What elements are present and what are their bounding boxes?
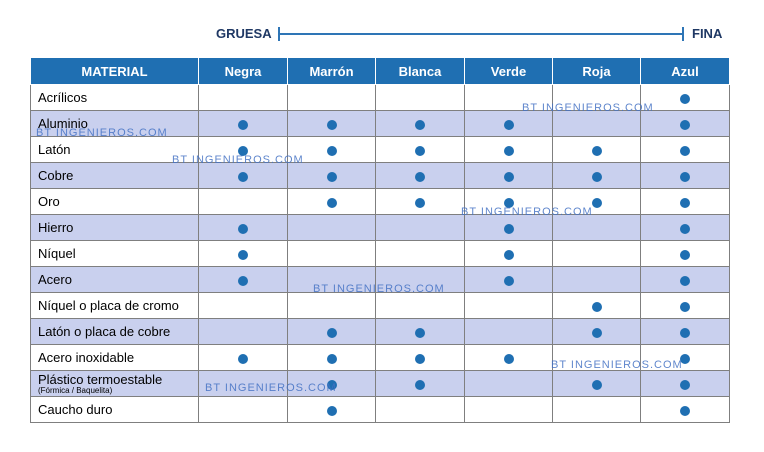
- compatibility-cell: [376, 293, 465, 319]
- compatibility-cell: [641, 215, 730, 241]
- compatible-dot-icon: [238, 250, 248, 260]
- compatibility-cell: [641, 319, 730, 345]
- compatibility-cell: [199, 163, 288, 189]
- material-name: Aluminio: [38, 116, 88, 131]
- watermark: BT INGENIEROS.COM: [461, 206, 593, 218]
- compatibility-cell: [465, 163, 553, 189]
- header-azul: Azul: [641, 58, 730, 85]
- compatibility-cell: [465, 293, 553, 319]
- scale-line: [280, 33, 682, 35]
- compatibility-cell: [641, 241, 730, 267]
- compatible-dot-icon: [680, 302, 690, 312]
- compatibility-cell: [288, 241, 376, 267]
- compatibility-cell: [465, 111, 553, 137]
- compatibility-cell: [376, 241, 465, 267]
- compatibility-cell: [288, 293, 376, 319]
- compatibility-cell: [465, 345, 553, 371]
- compatible-dot-icon: [592, 146, 602, 156]
- compatible-dot-icon: [415, 172, 425, 182]
- material-name: Plástico termoestable: [38, 371, 163, 387]
- material-name: Níquel: [38, 246, 76, 261]
- material-name: Acrílicos: [38, 90, 88, 105]
- compatible-dot-icon: [415, 380, 425, 390]
- compatibility-cell: [288, 397, 376, 423]
- compatible-dot-icon: [504, 172, 514, 182]
- table-row: [31, 215, 730, 241]
- compatibility-cell: [199, 267, 288, 293]
- watermark: BT INGENIEROS.COM: [172, 154, 304, 166]
- compatible-dot-icon: [504, 224, 514, 234]
- compatibility-cell: [553, 215, 641, 241]
- compatible-dot-icon: [680, 146, 690, 156]
- material-name: Cobre: [38, 168, 74, 183]
- compatibility-cell: [641, 189, 730, 215]
- compatible-dot-icon: [592, 172, 602, 182]
- compatibility-cell: [199, 397, 288, 423]
- material-cell: [31, 241, 199, 267]
- compatibility-cell: [641, 371, 730, 397]
- compatibility-cell: [641, 267, 730, 293]
- compatibility-cell: [465, 137, 553, 163]
- compatibility-cell: [376, 189, 465, 215]
- compatible-dot-icon: [238, 224, 248, 234]
- scale-tick-end: [682, 27, 684, 41]
- compatible-dot-icon: [680, 198, 690, 208]
- compatibility-cell: [288, 319, 376, 345]
- compatibility-cell: [288, 85, 376, 111]
- coarseness-scale: [214, 24, 726, 44]
- material-name: Caucho duro: [38, 402, 113, 417]
- header-roja: Roja: [553, 58, 641, 85]
- table-row: [31, 371, 730, 397]
- compatibility-cell: [376, 111, 465, 137]
- compatibility-cell: [553, 293, 641, 319]
- compatible-dot-icon: [504, 276, 514, 286]
- material-cell: [31, 215, 199, 241]
- compatibility-cell: [465, 397, 553, 423]
- compatibility-cell: [641, 85, 730, 111]
- compatible-dot-icon: [504, 120, 514, 130]
- compatibility-cell: [641, 293, 730, 319]
- compatible-dot-icon: [680, 406, 690, 416]
- compatibility-cell: [553, 319, 641, 345]
- header-blanca: Blanca: [376, 58, 465, 85]
- compatibility-cell: [199, 215, 288, 241]
- compatibility-cell: [553, 111, 641, 137]
- compatibility-cell: [641, 397, 730, 423]
- material-cell: [31, 293, 199, 319]
- material-cell: [31, 85, 199, 111]
- material-cell: [31, 371, 199, 397]
- compatibility-cell: [376, 215, 465, 241]
- compatibility-cell: [376, 345, 465, 371]
- header-marron: Marrón: [288, 58, 376, 85]
- material-cell: [31, 267, 199, 293]
- watermark: BT INGENIEROS.COM: [205, 382, 337, 394]
- compatibility-cell: [465, 319, 553, 345]
- watermark: BT INGENIEROS.COM: [551, 359, 683, 371]
- table-row: [31, 189, 730, 215]
- compatibility-cell: [465, 371, 553, 397]
- compatibility-cell: [288, 163, 376, 189]
- coarse-label: GRUESA: [216, 26, 272, 41]
- compatibility-cell: [199, 241, 288, 267]
- compatibility-cell: [376, 371, 465, 397]
- compatibility-cell: [199, 111, 288, 137]
- material-name: Oro: [38, 194, 60, 209]
- material-name: Acero: [38, 272, 72, 287]
- compatibility-cell: [199, 345, 288, 371]
- compatibility-cell: [376, 319, 465, 345]
- material-cell: [31, 189, 199, 215]
- compatible-dot-icon: [504, 146, 514, 156]
- compatible-dot-icon: [238, 354, 248, 364]
- compatibility-cell: [288, 215, 376, 241]
- table-row: [31, 319, 730, 345]
- compatible-dot-icon: [680, 276, 690, 286]
- compatible-dot-icon: [680, 94, 690, 104]
- material-subtitle: (Fórmica / Baquelita): [38, 385, 113, 395]
- table-row: [31, 163, 730, 189]
- header-verde: Verde: [465, 58, 553, 85]
- compatible-dot-icon: [592, 302, 602, 312]
- material-cell: [31, 397, 199, 423]
- compatible-dot-icon: [238, 276, 248, 286]
- watermark: BT INGENIEROS.COM: [313, 283, 445, 295]
- fine-label: FINA: [692, 26, 723, 41]
- compatible-dot-icon: [238, 172, 248, 182]
- compatibility-cell: [199, 189, 288, 215]
- compatibility-cell: [288, 189, 376, 215]
- watermark: BT INGENIEROS.COM: [36, 127, 168, 139]
- header-negra: Negra: [199, 58, 288, 85]
- compatibility-cell: [288, 345, 376, 371]
- compatible-dot-icon: [680, 172, 690, 182]
- compatible-dot-icon: [680, 250, 690, 260]
- compatible-dot-icon: [327, 120, 337, 130]
- compatibility-cell: [376, 397, 465, 423]
- compatible-dot-icon: [415, 146, 425, 156]
- compatible-dot-icon: [327, 328, 337, 338]
- compatibility-cell: [641, 137, 730, 163]
- compatible-dot-icon: [327, 354, 337, 364]
- compatibility-cell: [553, 397, 641, 423]
- compatible-dot-icon: [327, 172, 337, 182]
- compatible-dot-icon: [680, 328, 690, 338]
- compatible-dot-icon: [415, 354, 425, 364]
- watermark: BT INGENIEROS.COM: [522, 102, 654, 114]
- compatible-dot-icon: [592, 380, 602, 390]
- table-header-row: [31, 58, 730, 85]
- compatible-dot-icon: [680, 380, 690, 390]
- header-material: MATERIAL: [31, 58, 199, 85]
- material-cell: [31, 163, 199, 189]
- compatibility-cell: [641, 111, 730, 137]
- material-name: Acero inoxidable: [38, 350, 135, 365]
- compatibility-cell: [199, 85, 288, 111]
- compatible-dot-icon: [592, 198, 602, 208]
- compatibility-cell: [465, 241, 553, 267]
- compatible-dot-icon: [592, 328, 602, 338]
- compatibility-cell: [376, 85, 465, 111]
- compatibility-cell: [199, 319, 288, 345]
- compatible-dot-icon: [504, 250, 514, 260]
- compatible-dot-icon: [680, 224, 690, 234]
- table-row: [31, 397, 730, 423]
- compatible-dot-icon: [327, 406, 337, 416]
- material-name: Níquel o placa de cromo: [38, 298, 179, 313]
- compatibility-cell: [199, 293, 288, 319]
- compatibility-cell: [553, 371, 641, 397]
- compatible-dot-icon: [238, 120, 248, 130]
- compatible-dot-icon: [680, 120, 690, 130]
- compatible-dot-icon: [415, 328, 425, 338]
- compatible-dot-icon: [504, 354, 514, 364]
- material-name: Latón o placa de cobre: [38, 324, 171, 339]
- table-row: [31, 241, 730, 267]
- compatibility-cell: [288, 111, 376, 137]
- material-name: Hierro: [38, 220, 74, 235]
- table-row: [31, 293, 730, 319]
- compatibility-cell: [376, 137, 465, 163]
- material-cell: [31, 345, 199, 371]
- compatibility-cell: [553, 241, 641, 267]
- compatibility-cell: [465, 215, 553, 241]
- compatibility-cell: [553, 267, 641, 293]
- compatible-dot-icon: [415, 120, 425, 130]
- compatibility-cell: [641, 163, 730, 189]
- compatibility-cell: [376, 163, 465, 189]
- material-name: Latón: [38, 142, 71, 157]
- compatibility-cell: [553, 163, 641, 189]
- compatibility-cell: [465, 267, 553, 293]
- compatible-dot-icon: [415, 198, 425, 208]
- material-cell: [31, 319, 199, 345]
- compatible-dot-icon: [327, 146, 337, 156]
- table-row: [31, 137, 730, 163]
- compatibility-cell: [553, 137, 641, 163]
- compatible-dot-icon: [327, 198, 337, 208]
